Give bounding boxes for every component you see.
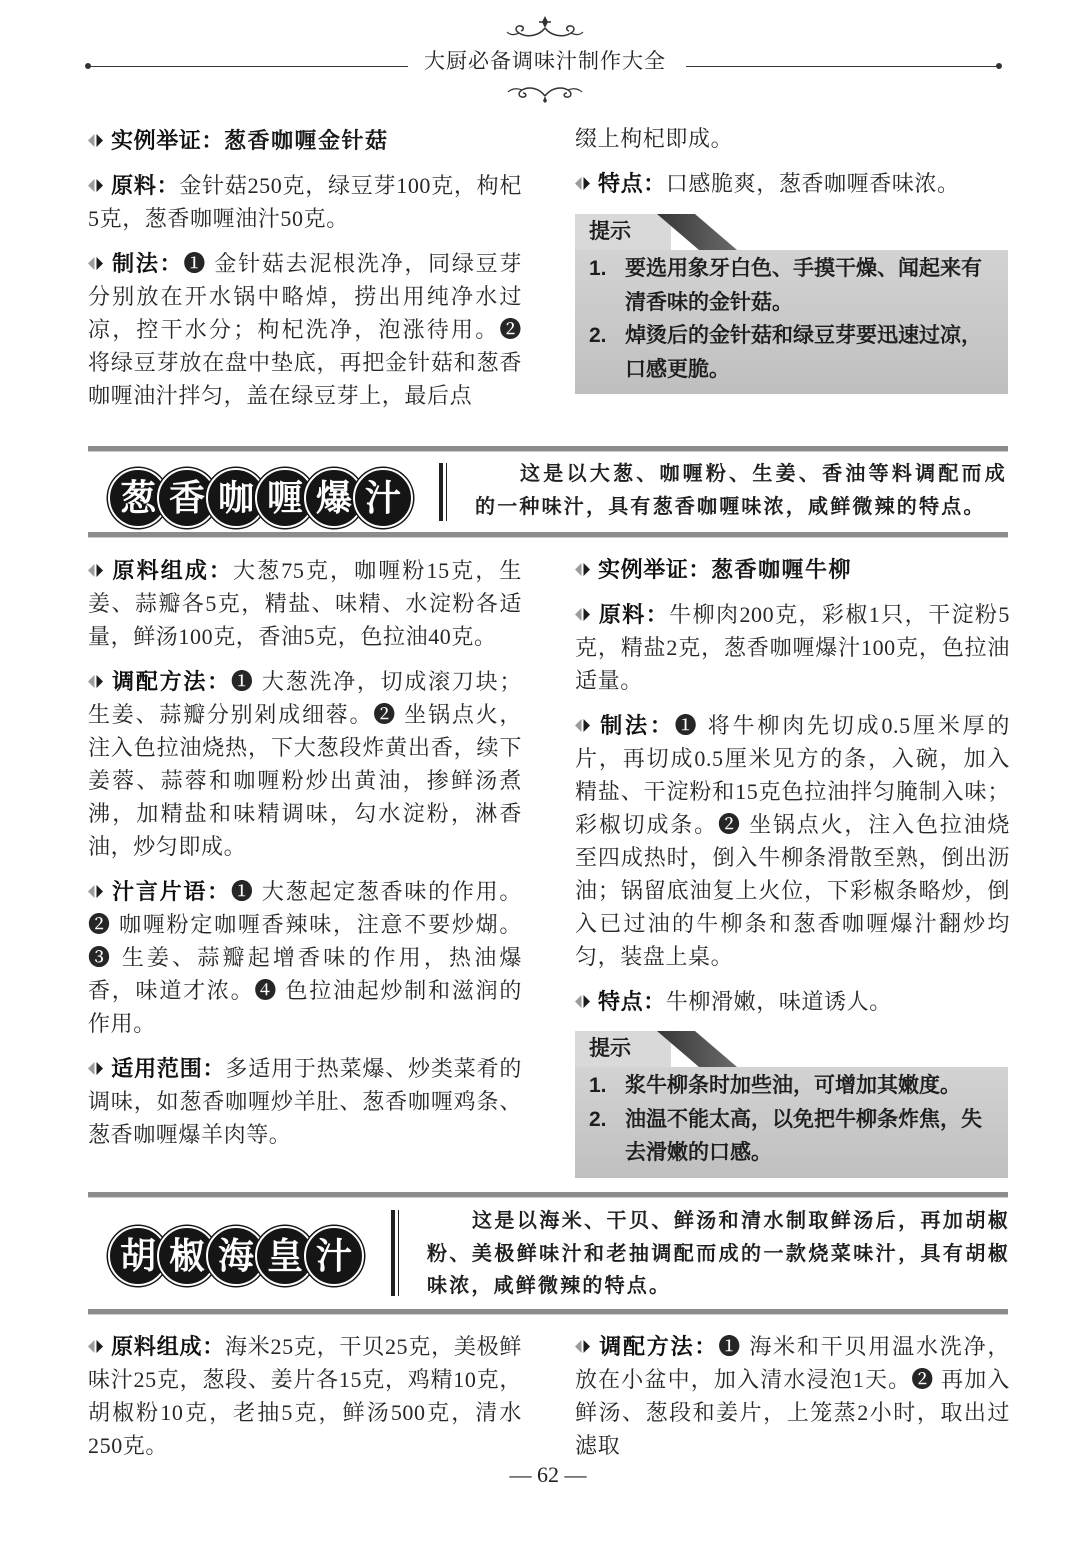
- badge-char: 海: [206, 1226, 266, 1286]
- para-label: 实例举证：: [598, 557, 712, 582]
- badge-char: 香: [157, 468, 217, 528]
- tip-item-text: 油温不能太高，以免把牛柳条炸焦，失去滑嫩的口感。: [625, 1107, 982, 1164]
- para-label: 制法：: [598, 713, 675, 738]
- para-label: 原料组成：: [111, 1334, 225, 1359]
- tip-item: [589, 252, 998, 319]
- dish-name: 葱香咖喱牛柳: [711, 557, 853, 582]
- diamond-bullet-icon: [88, 256, 103, 271]
- ingredients-para: [88, 169, 522, 235]
- diamond-bullet-icon: [575, 994, 590, 1009]
- para-label: 制法：: [111, 251, 184, 276]
- para-text: 金针菇250克，绿豆芽100克，枸杞5克，葱香咖喱油汁50克。: [88, 173, 522, 231]
- para-text: ❶ 金针菇去泥根洗净，同绿豆芽分别放在开水锅中略焯，捞出用纯净水过凉，控干水分；枸杞洗净，泡涨待用。❷ 将绿豆芽放在盘中垫底，再把金针菇和葱香咖喱油汁拌匀，盖在绿豆芽上，最后点: [88, 251, 522, 408]
- feature-para: [575, 167, 1010, 200]
- para-text: 大葱75克，咖喱粉15克，生姜、蒜瓣各5克，精盐、味精、水淀粉各适量，鲜汤100克，香油5克，色拉油40克。: [88, 558, 522, 649]
- tip-header: [575, 1031, 1008, 1067]
- tip-item-number: 2.: [589, 1107, 607, 1131]
- sauce-description: 这是以海米、干贝、鲜汤和清水制取鲜汤后，再加胡椒粉、美极鲜味汁和老抽调配而成的一款烧菜味汁，具有胡椒味浓，咸鲜微辣的特点。: [427, 1210, 1010, 1297]
- tip-header: [575, 214, 1008, 250]
- badge-char: 喱: [255, 468, 315, 528]
- para-label: 原料：: [111, 173, 180, 198]
- badge-char: 咖: [206, 468, 266, 528]
- diamond-bullet-icon: [575, 718, 590, 733]
- banner-divider: [439, 463, 447, 521]
- diamond-bullet-icon: [575, 176, 590, 191]
- method-para: [88, 665, 522, 863]
- banner-rule-top: [88, 446, 1008, 452]
- banner-rule-bottom: [88, 532, 1008, 538]
- flourish-ornament-icon: [505, 14, 585, 44]
- para-text: ❶ 大葱洗净，切成滚刀块；生姜、蒜瓣分别剁成细蓉。❷ 坐锅点火，注入色拉油烧热，下大葱段炸黄出香，续下姜蓉、蒜蓉和咖喱粉炒出黄油，掺鲜汤煮沸，加精盐和味精调味，勾水淀粉，淋香油，炒匀即成。: [88, 669, 522, 859]
- sauce-left-column: [88, 1330, 522, 1474]
- header-rule-dot: [996, 63, 1002, 69]
- tip-item: [589, 319, 998, 386]
- diamond-bullet-icon: [88, 178, 103, 193]
- diamond-bullet-icon: [88, 884, 103, 899]
- tip-item-number: 1.: [589, 257, 607, 280]
- example-para: [575, 553, 1010, 586]
- tip-item-text: 浆牛柳条时加些油，可增加其嫩度。: [625, 1074, 961, 1097]
- para-text: 多适用于热菜爆、炒类菜肴的调味，如葱香咖喱炒羊肚、葱香咖喱鸡条、葱香咖喱爆羊肉等。: [88, 1056, 522, 1147]
- page-header-title: 大厨必备调味汁制作大全: [424, 50, 666, 73]
- sauce-title-badge: [108, 1226, 364, 1286]
- para-text: 海米25克，干贝25克，美极鲜味汁25克，葱段、姜片各15克，鸡精10克，胡椒粉10克，老抽5克，鲜汤500克，清水250克。: [88, 1334, 522, 1458]
- diamond-bullet-icon: [88, 674, 103, 689]
- flourish-ornament-icon: [505, 82, 585, 104]
- method-para: [575, 709, 1010, 973]
- para-label: 原料：: [598, 602, 670, 627]
- diamond-bullet-icon: [88, 1061, 103, 1076]
- para-label: 特点：: [598, 989, 666, 1014]
- sauce-title-badge: [108, 468, 413, 528]
- recipe-right-column: [575, 122, 1010, 394]
- para-text: 牛柳肉200克，彩椒1只，干淀粉5克，精盐2克，葱香咖喱爆汁100克，色拉油适量。: [575, 602, 1010, 693]
- method-para: [575, 1330, 1010, 1462]
- sauce-description: 这是以大葱、咖喱粉、生姜、香油等料调配而成的一种味汁，具有葱香咖喱味浓，咸鲜微辣的特点。: [475, 463, 1007, 518]
- badge-char: 椒: [157, 1226, 217, 1286]
- tip-title: 提示: [589, 220, 631, 243]
- para-text: ❶ 海米和干贝用温水洗净，放在小盆中，加入清水浸泡1天。❷ 再加入鲜汤、葱段和姜片，上笼蒸2小时，取出过滤取: [575, 1334, 1010, 1458]
- tip-box: [575, 1031, 1008, 1178]
- tip-box: [575, 214, 1008, 394]
- para-text: ❶ 将牛柳肉先切成0.5厘米厚的片，再切成0.5厘米见方的条，入碗，加入精盐、干淀粉和15克色拉油拌匀腌制入味；彩椒切成条。❷ 坐锅点火，注入色拉油烧至四成热时，倒入牛柳条滑散至熟，倒出沥油；锅留底油复上火位，下彩椒条略炒，倒入已过油的牛柳条和葱香咖喱爆汁翻炒均匀，装盘上桌。: [575, 713, 1010, 969]
- tip-title: 提示: [589, 1037, 631, 1060]
- para-text: 牛柳滑嫩，味道诱人。: [665, 989, 892, 1014]
- para-label: 特点：: [598, 171, 666, 196]
- usage-para: [88, 1052, 522, 1151]
- tip-body: [575, 250, 1008, 394]
- tip-item: [589, 1103, 998, 1170]
- banner-divider: [391, 1210, 399, 1296]
- sauce-right-column: [575, 553, 1010, 1178]
- banner-rule-bottom: [88, 1309, 1008, 1315]
- notes-para: [88, 875, 522, 1040]
- recipe-left-column: [88, 124, 522, 424]
- ingredients-para: [575, 598, 1010, 697]
- diamond-bullet-icon: [575, 562, 590, 577]
- diamond-bullet-icon: [88, 563, 103, 578]
- ingredients-para: [88, 1330, 522, 1462]
- diamond-bullet-icon: [575, 1339, 590, 1354]
- para-text: ❶ 大葱起定葱香味的作用。❷ 咖喱粉定咖喱香辣味，注意不要炒煳。❸ 生姜、蒜瓣起增香味的作用，热油爆香，味道才浓。❹ 色拉油起炒制和滋润的作用。: [88, 879, 522, 1036]
- method-para: [88, 247, 522, 412]
- tip-item-text: 焯烫后的金针菇和绿豆芽要迅速过凉，口感更脆。: [625, 324, 982, 381]
- method-continuation: 缀上枸杞即成。: [575, 126, 734, 151]
- badge-char: 汁: [304, 1226, 364, 1286]
- badge-char: 胡: [108, 1226, 168, 1286]
- header-rule-right: [686, 66, 998, 67]
- para-label: 汁言片语：: [111, 879, 231, 904]
- diamond-bullet-icon: [88, 1339, 103, 1354]
- badge-char: 皇: [255, 1226, 315, 1286]
- tip-item-number: 1.: [589, 1074, 607, 1097]
- para-label: 调配方法：: [111, 669, 231, 694]
- page-number: — 62 —: [509, 1462, 587, 1487]
- diamond-bullet-icon: [88, 133, 103, 148]
- para-text: 口感脆爽，葱香咖喱香味浓。: [665, 171, 960, 196]
- header-rule-left: [90, 66, 408, 67]
- para-label: 原料组成：: [111, 558, 234, 583]
- badge-char: 汁: [353, 468, 413, 528]
- tip-item-number: 2.: [589, 324, 607, 347]
- feature-para: [575, 985, 1010, 1018]
- para-label: 实例举证：: [111, 128, 225, 153]
- example-para: [88, 124, 522, 157]
- ingredients-para: [88, 554, 522, 653]
- dish-name: 葱香咖喱金针菇: [224, 128, 389, 153]
- banner-rule-top: [88, 1192, 1008, 1198]
- sauce-right-column: [575, 1330, 1010, 1474]
- badge-char: 爆: [304, 468, 364, 528]
- tip-item: [589, 1069, 998, 1103]
- tip-body: [575, 1067, 1008, 1178]
- para-label: 调配方法：: [598, 1334, 719, 1359]
- para-label: 适用范围：: [111, 1056, 226, 1081]
- tip-item-text: 要选用象牙白色、手摸干燥、闻起来有清香味的金针菇。: [625, 257, 982, 314]
- sauce-left-column: [88, 554, 522, 1163]
- diamond-bullet-icon: [575, 607, 590, 622]
- badge-char: 葱: [108, 468, 168, 528]
